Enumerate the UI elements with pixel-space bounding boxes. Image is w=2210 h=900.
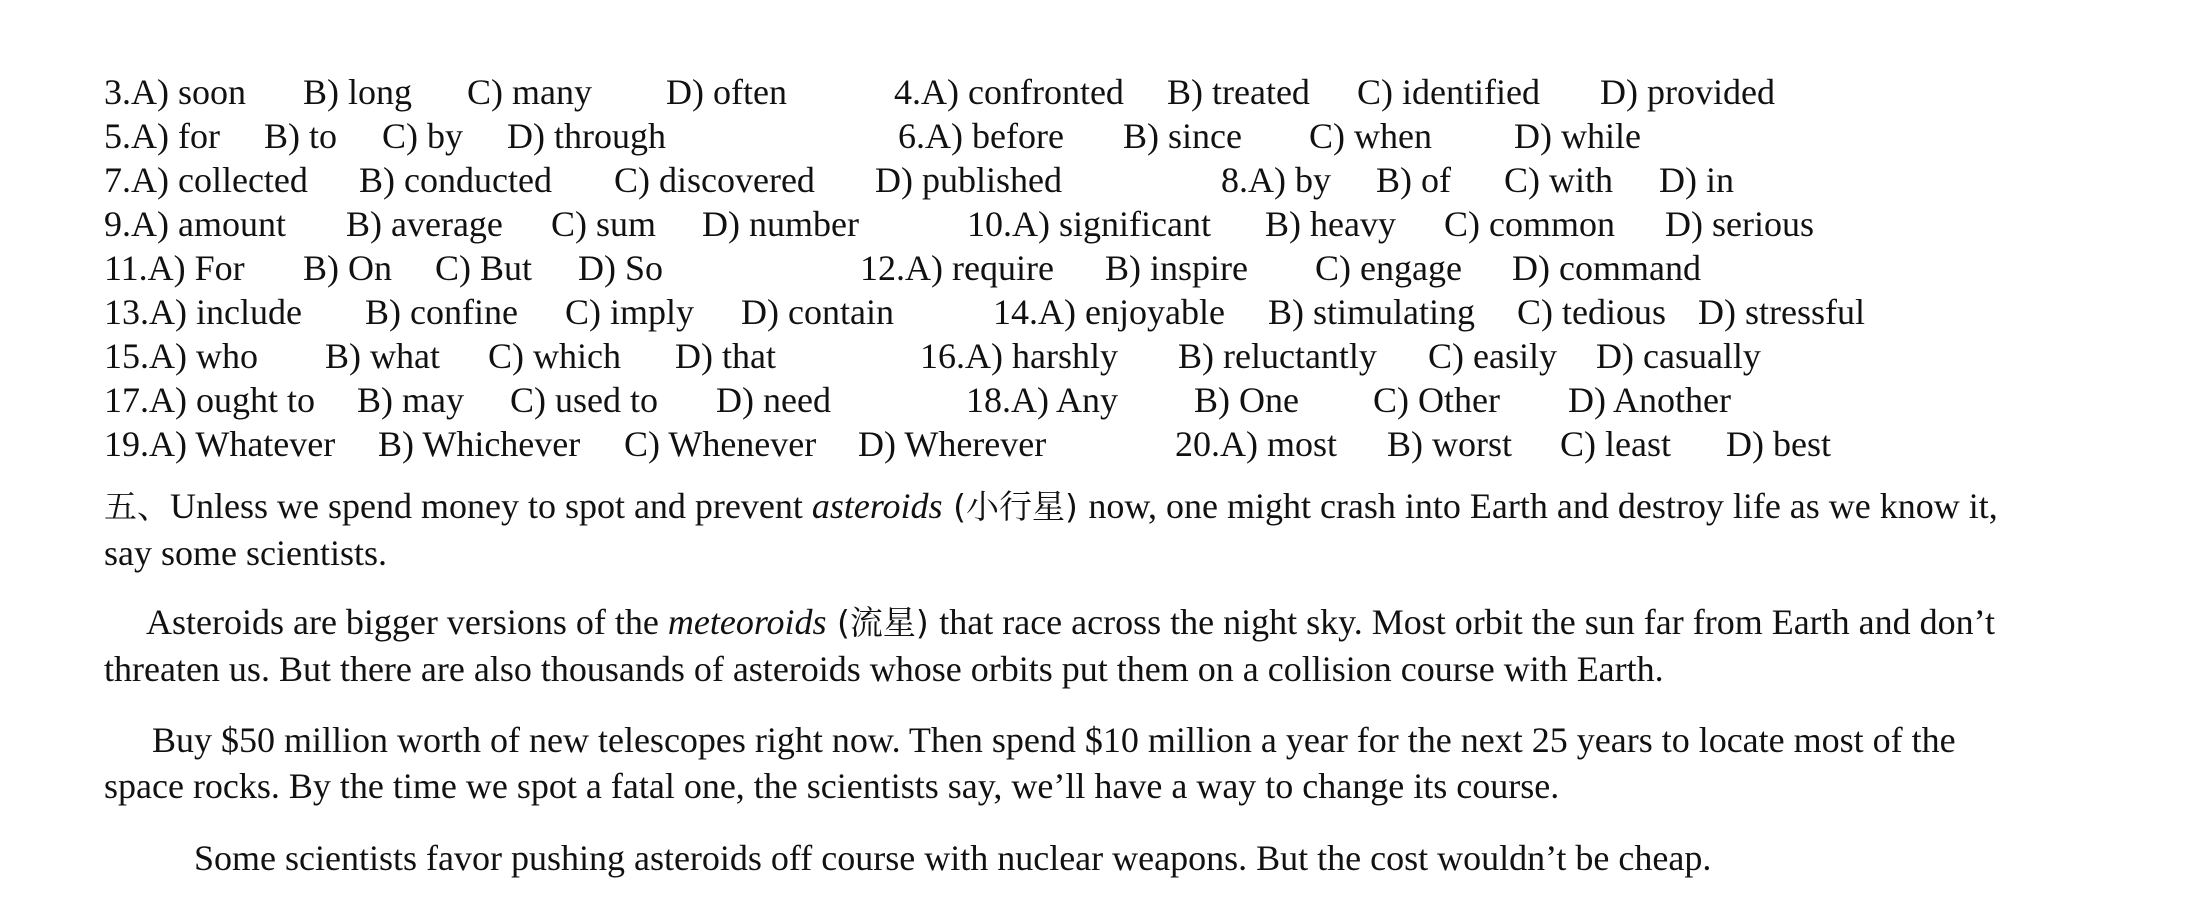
option-item: 3.A) soon [104,72,246,112]
option-item: D) Another [1568,380,1731,420]
option-item: D) through [507,116,666,156]
option-item: 10.A) significant [967,204,1211,244]
option-item: C) sum [551,204,657,244]
option-item: B) of [1376,160,1451,200]
option-item: 4.A) confronted [894,72,1124,112]
paragraph-text: now, one might crash into Earth and destroy life as we know it, [1088,486,1998,526]
option-item: B) On [303,248,392,288]
option-item: B) since [1123,116,1242,156]
option-item: D) while [1514,116,1641,156]
option-item: C) easily [1428,336,1557,376]
option-item: C) Other [1373,380,1500,420]
option-item: D) in [1659,160,1734,200]
paragraph-line [104,483,2144,530]
option-item: D) So [578,248,664,288]
option-item: B) what [325,336,440,376]
option-item: D) often [666,72,787,112]
option-item: D) serious [1665,204,1814,244]
option-item: 14.A) enjoyable [993,292,1225,332]
option-item: B) One [1194,380,1299,420]
option-item: B) worst [1387,424,1512,464]
option-item: C) But [435,248,533,288]
option-item: B) heavy [1265,204,1396,244]
paragraph-line: Some scientists favor pushing asteroids off course with nuclear weapons. But the cost wouldn’t be cheap. [194,838,1712,878]
option-item: 8.A) by [1221,160,1331,200]
chinese-gloss: (流星) [826,603,940,642]
paragraph-line: space rocks. By the time we spot a fatal one, the scientists say, we’ll have a way to change its course. [104,766,1560,806]
option-item: B) treated [1167,72,1310,112]
option-item: C) identified [1357,72,1540,112]
option-item: 12.A) require [860,248,1054,288]
paragraph-2 [104,599,2144,692]
option-item: B) may [357,380,464,420]
option-item: C) imply [565,292,695,332]
option-item: C) Whenever [624,424,817,464]
section-number: 五、 [104,487,170,526]
term-asteroids: asteroids [811,486,943,526]
option-item: 19.A) Whatever [104,424,336,464]
option-item: C) many [467,72,592,112]
option-item: C) with [1504,160,1614,200]
option-item: C) common [1444,204,1615,244]
option-item: B) inspire [1105,248,1248,288]
option-item: 5.A) for [104,116,220,156]
option-item: D) best [1726,424,1831,464]
option-item: B) conducted [359,160,552,200]
option-item: C) when [1309,116,1432,156]
option-item: D) published [875,160,1062,200]
term-meteoroids: meteoroids [667,602,827,642]
option-item: 7.A) collected [104,160,308,200]
option-item: D) provided [1600,72,1775,112]
paragraph-text: Asteroids are bigger versions of the [146,602,668,642]
option-item: 16.A) harshly [920,336,1118,376]
option-item: C) discovered [614,160,815,200]
option-item: 20.A) most [1175,424,1337,464]
option-item: B) confine [365,292,518,332]
option-item: 6.A) before [898,116,1064,156]
option-item: 13.A) include [104,292,302,332]
paragraph-4 [104,835,2144,881]
option-item: C) least [1560,424,1671,464]
paragraph-text: that race across the night sky. Most orbit the sun far from Earth and don’t [939,602,1995,642]
option-item: B) Whichever [378,424,581,464]
paragraph-line [104,599,2144,646]
option-item: C) engage [1315,248,1462,288]
paragraph-line: say some scientists. [104,533,387,573]
option-item: D) that [675,336,776,376]
option-item: D) contain [741,292,894,332]
option-item: D) casually [1596,336,1761,376]
option-item: B) average [346,204,503,244]
option-item: B) to [264,116,338,156]
option-item: B) stimulating [1268,292,1475,332]
option-item: 11.A) For [104,248,245,288]
option-item: 9.A) amount [104,204,286,244]
option-item: B) reluctantly [1178,336,1377,376]
option-item: D) command [1512,248,1701,288]
option-item: 15.A) who [104,336,258,376]
option-item: B) long [303,72,413,112]
option-item: C) which [488,336,621,376]
paragraph-text: Unless we spend money to spot and prevent [170,486,812,526]
chinese-gloss: (小行星) [942,487,1089,526]
option-item: D) Wherever [858,424,1047,464]
option-item: C) by [382,116,463,156]
option-item: D) stressful [1698,292,1865,332]
option-item: D) need [716,380,831,420]
paragraph-line: threaten us. But there are also thousands of asteroids whose orbits put them on a collision course with Earth. [104,649,1664,689]
option-item: 17.A) ought to [104,380,315,420]
paragraph-line: Buy $50 million worth of new telescopes right now. Then spend $10 million a year for the next 25 years to locate most of the [152,720,1956,760]
option-item: C) used to [510,380,658,420]
section-intro-paragraph [104,483,2144,576]
option-item: D) number [702,204,859,244]
paragraph-3 [104,717,2144,809]
option-item: 18.A) Any [966,380,1118,420]
option-item: C) tedious [1517,292,1666,332]
